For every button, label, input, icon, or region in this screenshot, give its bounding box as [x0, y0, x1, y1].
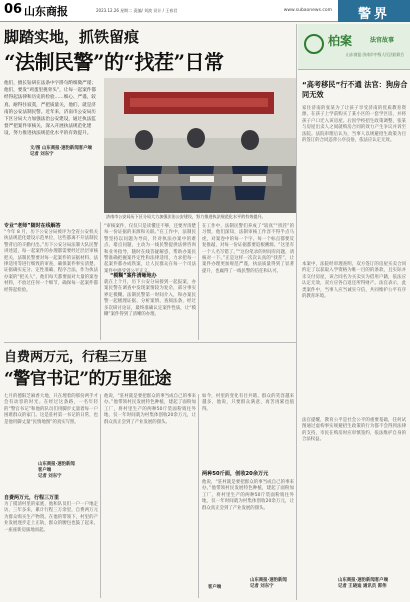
sidebar-column-title: 柏案	[328, 34, 353, 48]
sidebar-column-subtitle: 法官故事	[370, 37, 395, 44]
sidebar-column	[298, 22, 410, 602]
main-photo	[104, 78, 296, 213]
main-subhead: 专业“老师”随时在线解答	[4, 223, 61, 229]
issue-info: 2023.12.26 星期二 责编/ 刘波 设计 / 王春君	[96, 8, 178, 13]
second-column-text: 他说，“驻村就是要把群众的事当成自己的事来办。”他带领村民发展特色种植，建起了面粉加工厂，将村里生产的两种50斤装面粉销往外地，仅一年时间就为村集体创收20余万元，让群众真正尝到了产业发展的甜头。	[202, 480, 294, 511]
main-byline	[30, 146, 92, 158]
column-divider	[100, 394, 101, 598]
police-officers-photo	[104, 78, 296, 213]
sidebar-text: 本案中，法院经审理查明，双方签订的房屋买卖合同约定了以获取入学资格为唯一目的的条款，且实际并未交付房屋，该合同名为买卖实为借用户籍，依法应认定无效，双方应各自返还所得财产。法官表示，此类案件中，当事人应当诚实守信，共同维护公平有序的教育环境。	[302, 262, 406, 300]
column-divider	[198, 222, 199, 340]
second-byline	[38, 462, 75, 481]
byline-line: 客户端	[38, 468, 52, 474]
byline-line: 记者 王晓迪 通讯员 郭伟	[338, 584, 387, 590]
second-lead: 七月的德阳芝麻香大地，只在埋着的那份两手才会有动容的时光。在经过这条路，一名年轻的“警官书记”和他的队员们用脚步丈量着每一户困难群众的家门。这是驻村第一书记的日常，也是他用脚丈量“民情地图”的真实写照。	[4, 394, 98, 425]
second-column-text: 他说，“驻村就是要把群众的事当成自己的事来办。”他带领村民发展特色种植，建起了面粉加工厂，将村里生产的两种50斤装面粉销往外地，仅一年时间就为村集体创收20余万元，让群众真正尝到了产业发展的甜头。	[104, 394, 196, 425]
byline-line: 山东商报·速豹新闻	[250, 578, 287, 583]
photo-caption: 济南市公安局历下区分局大力加强法治公安建设，努力推进执法规范化水平的有效提升。	[106, 214, 266, 219]
main-headline: “法制民警”的“找茬”日常	[4, 50, 224, 74]
masthead	[0, 0, 410, 22]
main-subhead: “模糊”案件清晰地办	[110, 273, 157, 279]
main-column-text: 在工作中，法制民警们养成了“较真”“找茬”的习惯，他们深知，法制审核工作容不得半点马虎，对案卷中的每一个字、每一个标点都要反复推敲，对每一份证据都要追根溯源。“这里有一个人名写错了。”“这份笔录的时间有问题，请核对一下。”正是这样一次次认真的“找茬”，让案件办理更加规范严谨，执法质量得到了显著提升，也赢得了一线民警的信任和认可。	[202, 224, 294, 274]
sidebar-org: 山东商报·济南市中级人民法院联合	[346, 52, 405, 57]
sidebar-text: 法官提醒，教育公平是社会公平的重要基础，任何试图通过虚构事实规避招生政策的行为都不会得到法律的支持，市民在购房时应审慎签约，依法维护自身的合法权益。	[302, 418, 406, 443]
column-divider	[100, 222, 101, 340]
byline-line: 文/图 山东商报·速豹新闻客户端	[30, 146, 92, 151]
main-column-text: “今年 8 月，历下公安分局被评为全省公安机关执法规范化建设示范单位，这些都离不开法制民警背后的辛勤付出。”历下公安分局法制大队民警讲述道，每一起案件的办理都需要经过层层审核把关，法制民警要对每一起案件的证据材料、法律适用等进行细致的审查，确保案件事实清楚、证据确实充分、定性准确、程序合法。作为执法办案的“把关人”，他们每天都要面对大量的案卷材料，不放过任何一个细节，确保每一起案件都经得起检验。	[4, 230, 98, 293]
section-title: 警界	[358, 7, 391, 22]
byline-line: 记者 刘东宁	[38, 474, 62, 480]
byline-line: 记者 刘东宁	[30, 152, 54, 157]
byline-line: 山东商报·速豹新闻客户端	[338, 578, 388, 583]
byline-line: 记者 刘东宁	[250, 584, 274, 589]
sidebar-text: 家住济南的张某为了让孩子享受济南的优质教育资源，在孩子上学前购买了某小区的一套学区房，并将孩子户口迁入该房屋。后因学校招生政策调整，张某与房屋出卖人之间就购房合同的效力产生争议并诉至法院。法院审理后认为，当事人以规避招生政策为目的签订的合同违背公序良俗，依法应认定无效。	[302, 106, 406, 144]
second-box-head: 两种50斤面，创收20余万元	[202, 471, 269, 477]
second-headline: “警官书记”的万里征途	[4, 369, 172, 389]
court-emblem-icon	[304, 34, 324, 54]
second-column-text: 为了摸清村里的家底，他和队员们一户一户地走访，三年多来，累计行程三万余里，自费两万元为群众购买生产物资。在他的带领下，村里的产业发展逐步走上正轨，群众的腰包也鼓了起来，一座座新房拔地而起。	[4, 502, 98, 533]
main-column-text: 就在上个月，历下公安分局接到一起报案，办案民警在调查中发现案情较为复杂，部分事实界定模糊。法制民警第一时间介入，和办案民警一起梳理证据、分析案情、查阅法条，经过多次研讨论证，最终准确认定案件性质，让“模糊”案件得到了清晰的办理。	[104, 280, 196, 318]
sidebar-divider	[296, 24, 297, 600]
main-column-text: “审核案件，仅仅只是读懂还不够，还要弄清楚每一份证据的来源和关联。”在工作中，法制民警坚持以问题为导向，针对执法办案中的难点、堵点问题，主动为一线民警提供法律咨询和业务指导，随时在线答疑解惑，帮助办案民警准确把握案件定性和法律适用，力求把每一起案件都办成铁案，让人民群众在每一个司法案件中感受到公平正义。	[104, 224, 196, 274]
sidebar-byline	[338, 578, 388, 590]
sidebar-header	[298, 24, 410, 70]
byline-line: 山东商报·速豹新闻	[38, 462, 75, 467]
main-kicker: 脚踏实地，抓铁留痕	[4, 28, 140, 46]
second-subhead: 自费两万元，行程三万里	[4, 495, 60, 501]
main-lead: 他们，擅长钻研在法条中字斟句酌细微严谨；他们，要发“鸡蛋里挑骨头”，让每一起案件都经得起法律和历史的检验……细心、严谨、较真、耐得住寂寞，严把质量关，他们，就是济南的公安法制民警。近年来，济南市公安局历下区分局大力加强法治公安建设，通过执法监督严把案件审核关、深入开展执法规范化建设，努力推进执法规范化水平的有效提升。	[4, 81, 97, 137]
section-divider	[4, 342, 296, 343]
paper-name: 山东商报	[24, 5, 68, 18]
column-divider	[198, 394, 199, 598]
second-kicker: 自费两万元，行程三万里	[4, 350, 148, 365]
sidebar-headline: “高考移民”行不通 法官：狗房合同无效	[302, 80, 408, 99]
website-url[interactable]: www.subaonews.com	[283, 8, 332, 13]
section-band	[338, 0, 410, 22]
page-number: 06	[4, 2, 23, 17]
second-column-text: 如今，村里的变化有目共睹，群众的笑容越来越多，他说，只要群众满意，再苦再累也值得。	[202, 394, 294, 412]
second-end-byline	[250, 578, 287, 590]
second-end-byline-extra: 客户端	[208, 585, 222, 590]
